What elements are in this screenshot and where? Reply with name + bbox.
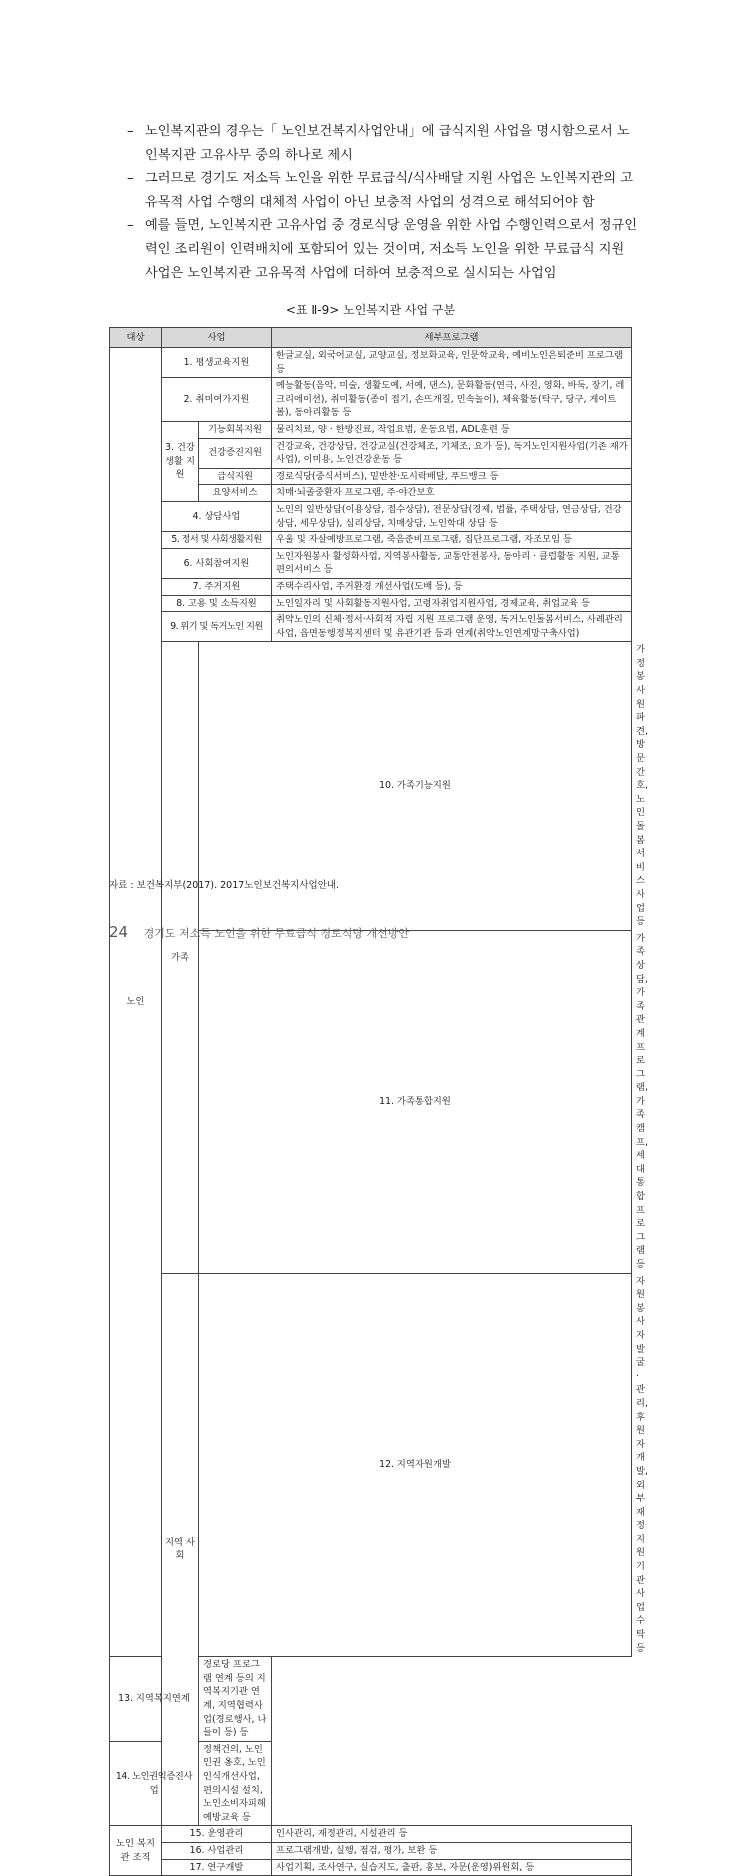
bullet-text: 노인복지관의 경우는「 노인보건복지사업안내」에 급식지원 사업을 명시함으로서 노인복지관 고유사무 중의 하나로 제시 (145, 124, 630, 163)
project-cell: 7. 주거지원 (162, 578, 272, 595)
table-row: 11. 가족통합지원 가족상담, 가족관계프로그램, 가족캠프, 세대통합프로그램 등 (110, 930, 632, 1273)
project-cell: 1. 평생교육지원 (162, 348, 272, 378)
bullet-item (127, 120, 639, 167)
detail-cell: 물리치료, 양 · 한방진료, 작업요법, 운동요법, ADL훈련 등 (272, 421, 632, 438)
project-cell: 14. 노인권익증진사업 (110, 1741, 199, 1826)
detail-cell: 노인일자리 및 사회활동지원사업, 고령자취업지원사업, 경제교육, 취업교육 등 (272, 595, 632, 612)
table-caption: <표 Ⅱ-9> 노인복지관 사업 구분 (285, 303, 456, 317)
detail-cell: 주택수리사업, 주거환경 개선사업(도배 등), 등 (272, 578, 632, 595)
project-cell: 10. 가족기능지원 (199, 642, 632, 930)
project-cell: 건강증진지원 (199, 438, 272, 468)
project-cell: 2. 취미여가지원 (162, 378, 272, 422)
bullet-text: 그러므로 경기도 저소득 노인을 위한 무료급식/식사배달 지원 사업은 노인복지관의 고유목적 사업 수행의 대체적 사업이 아닌 보충적 사업의 성격으로 해석되어야 함 (145, 171, 634, 210)
table-row (110, 595, 632, 612)
group-family: 가족 (162, 642, 199, 1273)
detail-cell: 취약노인의 신체·정서·사회적 자립 지원 프로그램 운영, 독거노인돌봄서비스, 사례관리사업, 읍면동행정복지센터 및 유관기관 등과 연계(취약노인연계망구축사업) (272, 612, 632, 642)
project-cell: 17. 연구개발 (162, 1859, 272, 1876)
detail-cell: 우울 및 자살예방프로그램, 죽음준비프로그램, 집단프로그램, 자조모임 등 (272, 532, 632, 549)
group-health: 3. 건강 생활 지원 (162, 421, 199, 501)
project-cell: 11. 가족통합지원 (199, 930, 632, 1273)
detail-cell: 노인의 일반상담(이용상담, 접수상담), 전문상담(경제, 법률, 주택상담, 연금상담, 건강상담, 세무상담), 심리상담, 치매상담, 노인학대 상담 등 (272, 501, 632, 531)
project-cell: 5. 정서 및 사회생활지원 (162, 532, 272, 549)
detail-cell: 예능활동(음악, 미술, 생활도예, 서예, 댄스), 문화활동(연극, 사진, 영화, 바둑, 장기, 레크리에이션), 취미활동(종이 접기, 손뜨개질, 민속놀이), 체육활동(탁구, 당구, 게이트볼), 동아리활동 등 (272, 378, 632, 422)
detail-cell: 건강교육, 건강상담, 건강교실(건강체조, 기체조, 요가 등), 독거노인지원사업(기존 재가사업), 이미용, 노인건강운동 등 (272, 438, 632, 468)
group-community: 지역 사회 (162, 1273, 199, 1826)
project-cell: 13. 지역복지연계 (110, 1657, 199, 1742)
table-row (110, 532, 632, 549)
bullet-dash: – (127, 124, 134, 139)
project-cell: 급식지원 (199, 468, 272, 485)
detail-cell: 경로당 프로그램 연계 등의 지역복지기관 연계, 지역협력사업(경로행사, 나들이 등) 등 (199, 1657, 272, 1742)
bullet-item (127, 167, 639, 214)
table-row (110, 501, 632, 531)
detail-cell: 치매·뇌졸중환자 프로그램, 주·야간보호 (272, 485, 632, 502)
project-cell: 6. 사회참여지원 (162, 548, 272, 578)
project-cell: 요양서비스 (199, 485, 272, 502)
page-footer (109, 923, 409, 941)
header-target: 대상 (110, 328, 162, 348)
table-row (110, 1657, 632, 1742)
table-header-row (110, 328, 632, 348)
table-row (110, 378, 632, 422)
table-row (110, 578, 632, 595)
table-row (110, 548, 632, 578)
detail-cell: 경로식당(중식서비스), 밑반찬·도시락배달, 푸드뱅크 등 (272, 468, 632, 485)
project-cell: 12. 지역자원개발 (199, 1273, 632, 1657)
table-row (110, 348, 632, 378)
header-project: 사업 (162, 328, 272, 348)
page-number: 24 (109, 923, 129, 941)
table-row (110, 612, 632, 642)
bullet-item (127, 214, 639, 285)
program-table (109, 327, 648, 1876)
bullet-dash: – (127, 218, 134, 234)
detail-cell: 프로그램개발, 실행, 점검, 평가, 보완 등 (272, 1842, 632, 1859)
group-org: 노인 복지관 조직 (110, 1826, 162, 1876)
table-row: 지역 사회 12. 지역자원개발 자원봉사자 발굴 · 관리, 후원자 개발, 외부 재정지원기관 사업 수탁 등 (110, 1273, 632, 1657)
table-row (110, 1826, 632, 1843)
project-cell: 16. 사업관리 (162, 1842, 272, 1859)
project-cell: 15. 운영관리 (162, 1826, 272, 1843)
project-cell: 9. 위기 및 독거노인 지원 (162, 612, 272, 642)
detail-cell: 정책건의, 노인인권 옹호, 노인인식개선사업, 편의시설 설치, 노인소비자피해예방교육 등 (199, 1741, 272, 1826)
header-detail: 세부프로그램 (272, 328, 632, 348)
detail-cell: 인사관리, 재정관리, 시설관리 등 (272, 1826, 632, 1843)
detail-cell: 사업기획, 조사연구, 실습지도, 출판, 홍보, 자문(운영)위원회, 등 (272, 1859, 632, 1876)
project-cell: 8. 고용 및 소득지원 (162, 595, 272, 612)
table-row (110, 1741, 632, 1826)
table-row (110, 1859, 632, 1876)
bullet-list (127, 120, 639, 285)
detail-cell: 한글교실, 외국어교실, 교양교실, 정보화교육, 인문학교육, 예비노인은퇴준비 프로그램 등 (272, 348, 632, 378)
table-row (110, 421, 632, 438)
table-row (110, 1842, 632, 1859)
detail-cell: 노인자원봉사 활성화사업, 지역봉사활동, 교통안전봉사, 동아리 · 클럽활동 지원, 교통편의서비스 등 (272, 548, 632, 578)
group-elder: 노인 (110, 348, 162, 1657)
project-cell: 4. 상담사업 (162, 501, 272, 531)
bullet-dash: – (127, 171, 134, 187)
project-cell: 기능회복지원 (199, 421, 272, 438)
footer-title: 경기도 저소득 노인을 위한 무료급식 경로식당 개선방안 (143, 927, 409, 940)
source-note: 자료 : 보건복지부(2017). 2017노인보건복지사업안내. (109, 880, 340, 891)
table-row: 가족 10. 가족기능지원 가정봉사원파견, 방문간호, 노인돌봄서비스사업 등 (110, 642, 632, 930)
bullet-text: 예를 들면, 노인복지관 고유사업 중 경로식당 운영을 위한 사업 수행인력으로서 정규인력인 조리원이 인력배치에 포함되어 있는 것이며, 저소득 노인을 위한 무료급식 지원 사업은 노인복지관 고유목적 사업에 더하여 보충적으로 실시되는 사업임 (145, 218, 637, 281)
